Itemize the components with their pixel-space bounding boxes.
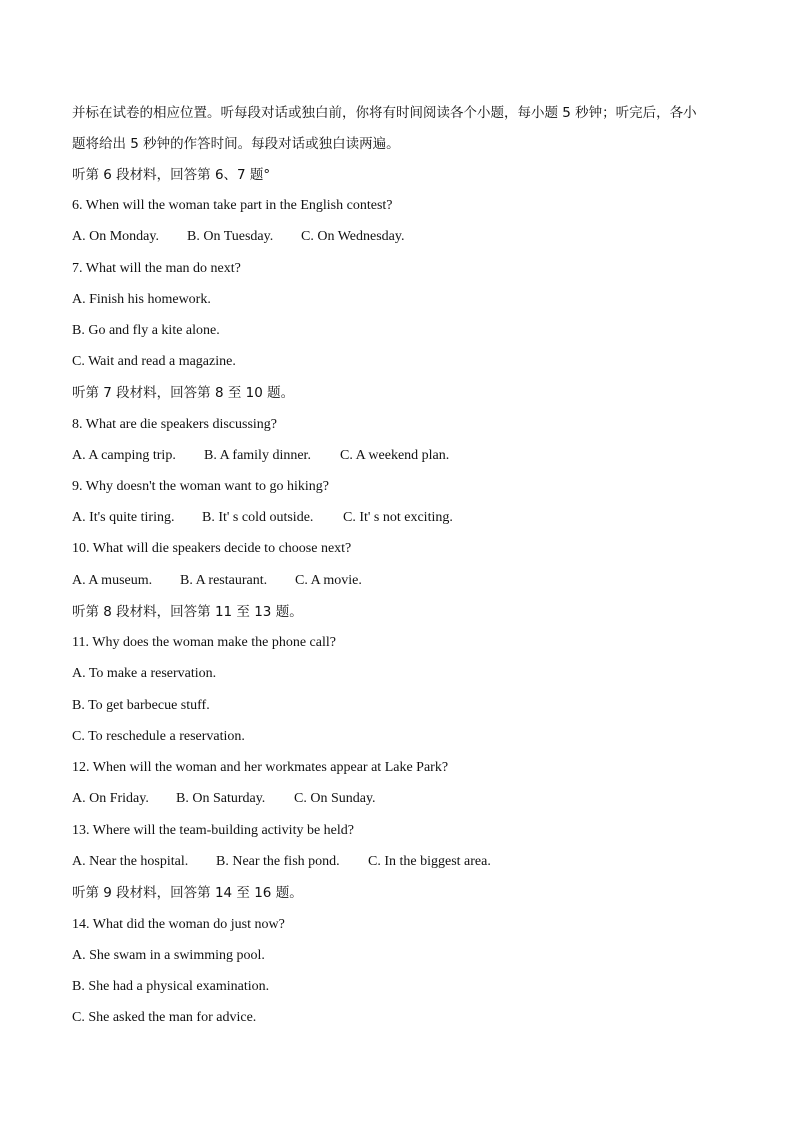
option-c: C. To reschedule a reservation.: [72, 729, 245, 744]
option-a: A. On Monday.: [72, 229, 159, 244]
section-8-heading: 听第 8 段材料，回答第 11 至 13 题。: [72, 604, 303, 620]
question-8-options: [72, 447, 449, 465]
option-a: A. Near the hospital.: [72, 854, 189, 869]
option-a: A. It's quite tiring.: [72, 510, 175, 525]
option-a: A. A museum.: [72, 573, 153, 588]
question-14: 14. What did the woman do just now?: [72, 917, 285, 932]
question-11: 11. Why does the woman make the phone call?: [72, 635, 336, 650]
question-13: 13. Where will the team-building activity be held?: [72, 823, 354, 838]
option-b: B. She had a physical examination.: [72, 979, 270, 994]
option-c: C. A weekend plan.: [340, 448, 450, 463]
question-8: 8. What are die speakers discussing?: [72, 417, 278, 432]
question-6: 6. When will the woman take part in the English contest?: [72, 198, 393, 213]
section-6-heading: 听第 6 段材料，回答第 6、7 题°: [72, 167, 271, 183]
option-b: B. It' s cold outside.: [202, 510, 314, 525]
option-a: A. On Friday.: [72, 791, 149, 806]
question-9-options: [72, 509, 453, 527]
section-9-heading: 听第 9 段材料，回答第 14 至 16 题。: [72, 885, 303, 901]
option-b: B. To get barbecue stuff.: [72, 698, 210, 713]
option-a: A. She swam in a swimming pool.: [72, 948, 265, 963]
intro-line-1: 并标在试卷的相应位置。听每段对话或独白前，你将有时间阅读各个小题，每小题 5 秒钟；听完后，各小: [72, 105, 697, 121]
question-9: 9. Why doesn't the woman want to go hiking?: [72, 479, 329, 494]
option-c: C. On Sunday.: [294, 791, 376, 806]
question-10-options: [72, 572, 362, 590]
question-12: 12. When will the woman and her workmates appear at Lake Park?: [72, 760, 449, 775]
section-7-heading: 听第 7 段材料，回答第 8 至 10 题。: [72, 385, 295, 401]
option-c: C. She asked the man for advice.: [72, 1010, 257, 1025]
option-a: A. To make a reservation.: [72, 666, 217, 681]
question-12-options: [72, 790, 376, 808]
intro-line-2: 题将给出 5 秒钟的作答时间。每段对话或独白读两遍。: [72, 136, 400, 152]
option-b: B. A restaurant.: [180, 573, 268, 588]
question-7: 7. What will the man do next?: [72, 261, 241, 276]
option-c: C. It' s not exciting.: [343, 510, 453, 525]
option-b: B. A family dinner.: [204, 448, 311, 463]
option-a: A. A camping trip.: [72, 448, 176, 463]
option-c: C. In the biggest area.: [368, 854, 491, 869]
option-b: B. Go and fly a kite alone.: [72, 323, 220, 338]
option-b: B. On Tuesday.: [187, 229, 274, 244]
question-13-options: [72, 853, 491, 871]
option-b: B. Near the fish pond.: [216, 854, 340, 869]
option-a: A. Finish his homework.: [72, 292, 211, 307]
question-6-options: [72, 228, 404, 246]
option-b: B. On Saturday.: [176, 791, 266, 806]
option-c: C. Wait and read a magazine.: [72, 354, 236, 369]
question-10: 10. What will die speakers decide to choose next?: [72, 541, 352, 556]
option-c: C. On Wednesday.: [301, 229, 405, 244]
option-c: C. A movie.: [295, 573, 362, 588]
